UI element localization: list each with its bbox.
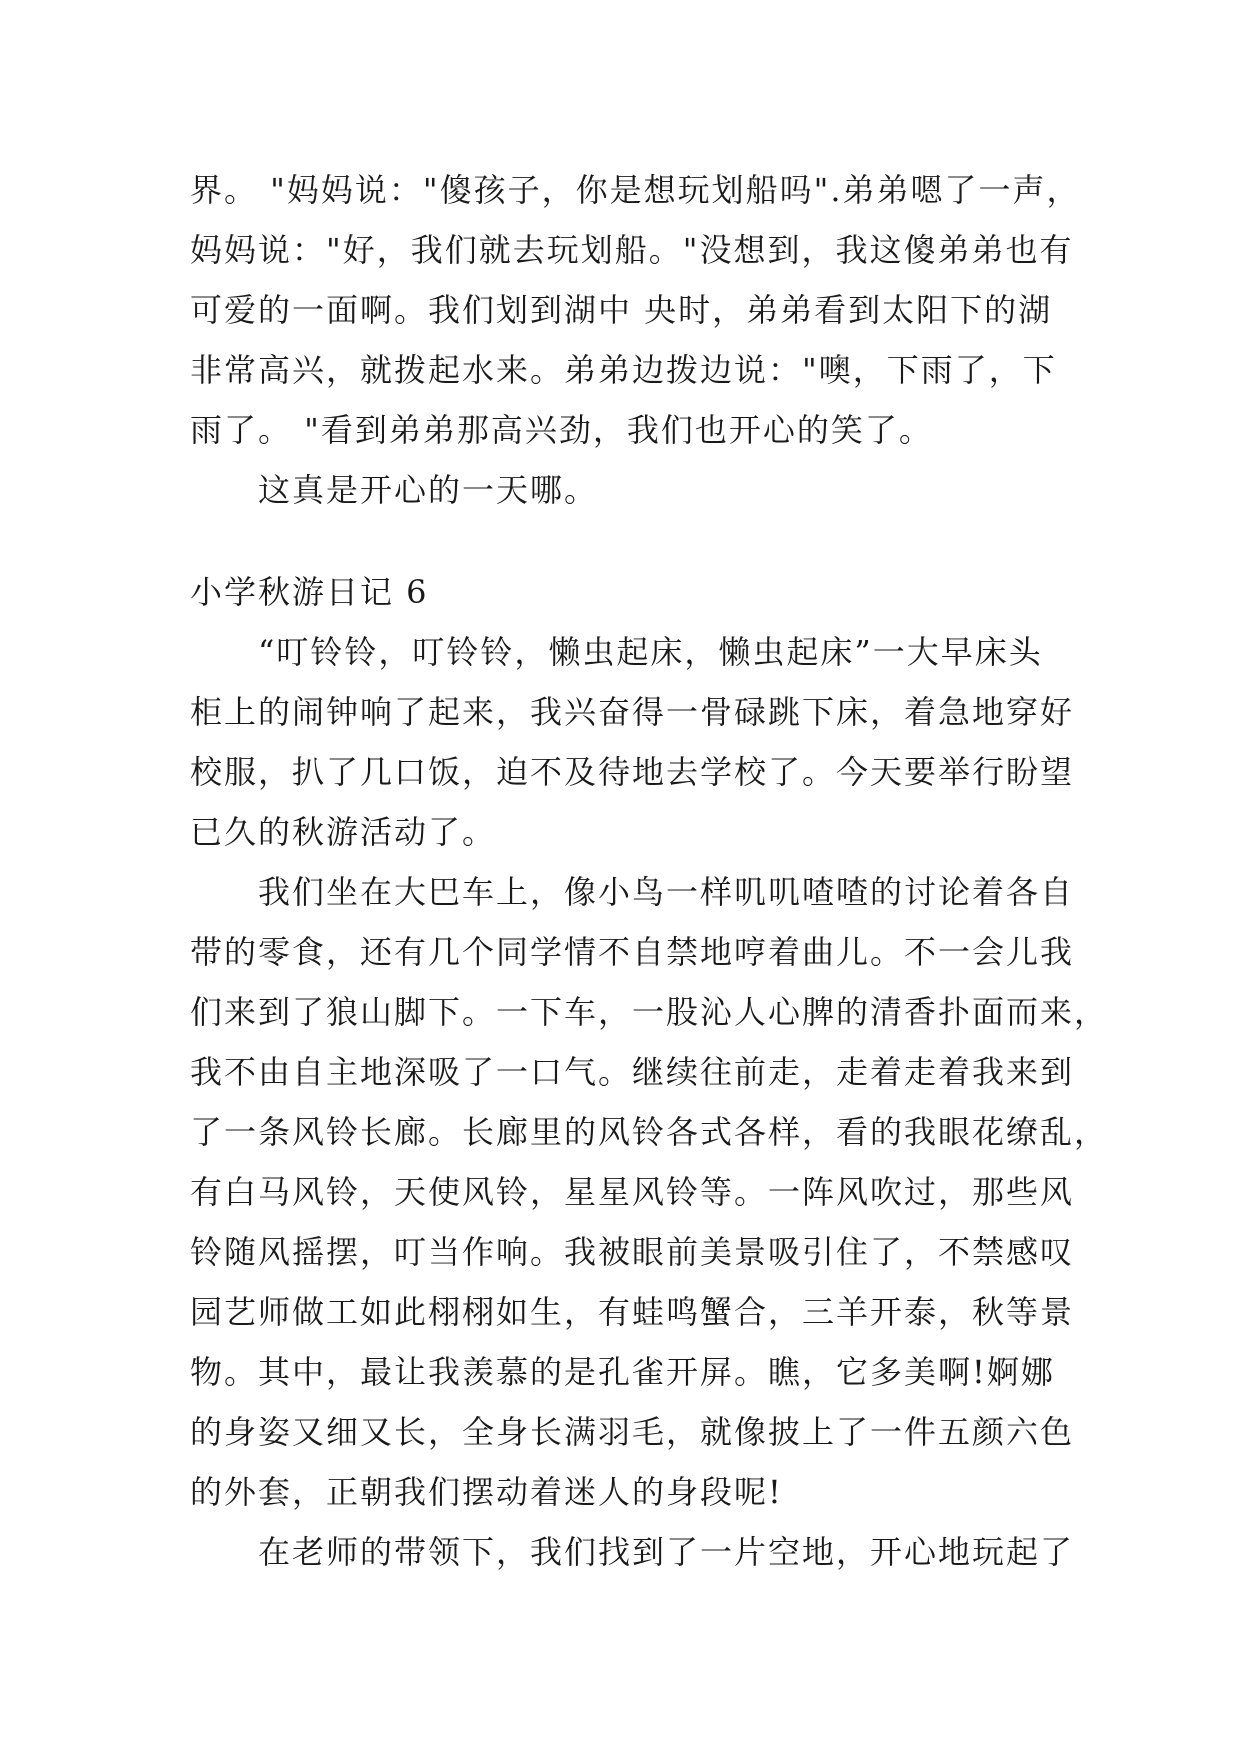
text-line: 这真是开心的一天哪。	[258, 471, 599, 509]
text-line: 了一条风铃长廊。长廊里的风铃各式各样，看的我眼花缭乱，	[190, 1113, 1109, 1151]
section-title: 小学秋游日记 6	[190, 573, 429, 611]
text-line: 可爱的一面啊。我们划到湖中 央时，弟弟看到太阳下的湖	[190, 291, 1053, 329]
text-line: 校服，扒了几口饭，迫不及待地去学校了。今天要举行盼望	[190, 753, 1075, 791]
text-line: 非常高兴，就拨起水来。弟弟边拨边说："噢，下雨了，下	[190, 351, 1057, 389]
text-line: 雨了。 "看到弟弟那高兴劲，我们也开心的笑了。	[190, 411, 933, 449]
text-line: 的身姿又细又长，全身长满羽毛，就像披上了一件五颜六色	[190, 1413, 1075, 1451]
text-line: 有白马风铃，天使风铃，星星风铃等。一阵风吹过，那些风	[190, 1173, 1075, 1211]
text-line: 我不由自主地深吸了一口气。继续往前走，走着走着我来到	[190, 1053, 1075, 1091]
text-line: 在老师的带领下，我们找到了一片空地，开心地玩起了	[258, 1533, 1075, 1571]
section-heading	[190, 562, 1070, 622]
text-line: 妈妈说："好，我们就去玩划船。"没想到，我这傻弟弟也有	[190, 231, 1074, 269]
text-line: 物。其中，最让我羡慕的是孔雀开屏。瞧，它多美啊!婀娜	[190, 1353, 1055, 1391]
text-line: 已久的秋游活动了。	[190, 813, 497, 851]
text-line: 铃随风摇摆，叮当作响。我被眼前美景吸引住了，不禁感叹	[190, 1233, 1075, 1271]
text-line: 我们坐在大巴车上，像小鸟一样叽叽喳喳的讨论着各自	[258, 873, 1075, 911]
text-line: 柜上的闹钟响了起来，我兴奋得一骨碌跳下床，着急地穿好	[190, 693, 1075, 731]
text-line: “叮铃铃，叮铃铃，懒虫起床，懒虫起床”一大早床头	[258, 633, 1043, 671]
text-line: 带的零食，还有几个同学情不自禁地哼着曲儿。不一会儿我	[190, 933, 1075, 971]
text-line: 们来到了狼山脚下。一下车，一股沁人心脾的清香扑面而来，	[190, 993, 1109, 1031]
paragraph-block-2	[190, 622, 1109, 1582]
paragraph-block-1	[190, 160, 1081, 520]
text-line: 园艺师做工如此栩栩如生，有蛙鸣蟹合，三羊开泰，秋等景	[190, 1293, 1075, 1331]
text-line: 界。 "妈妈说："傻孩子，你是想玩划船吗".弟弟嗯了一声，	[190, 171, 1081, 209]
text-line: 的外套，正朝我们摆动着迷人的身段呢!	[190, 1473, 783, 1511]
